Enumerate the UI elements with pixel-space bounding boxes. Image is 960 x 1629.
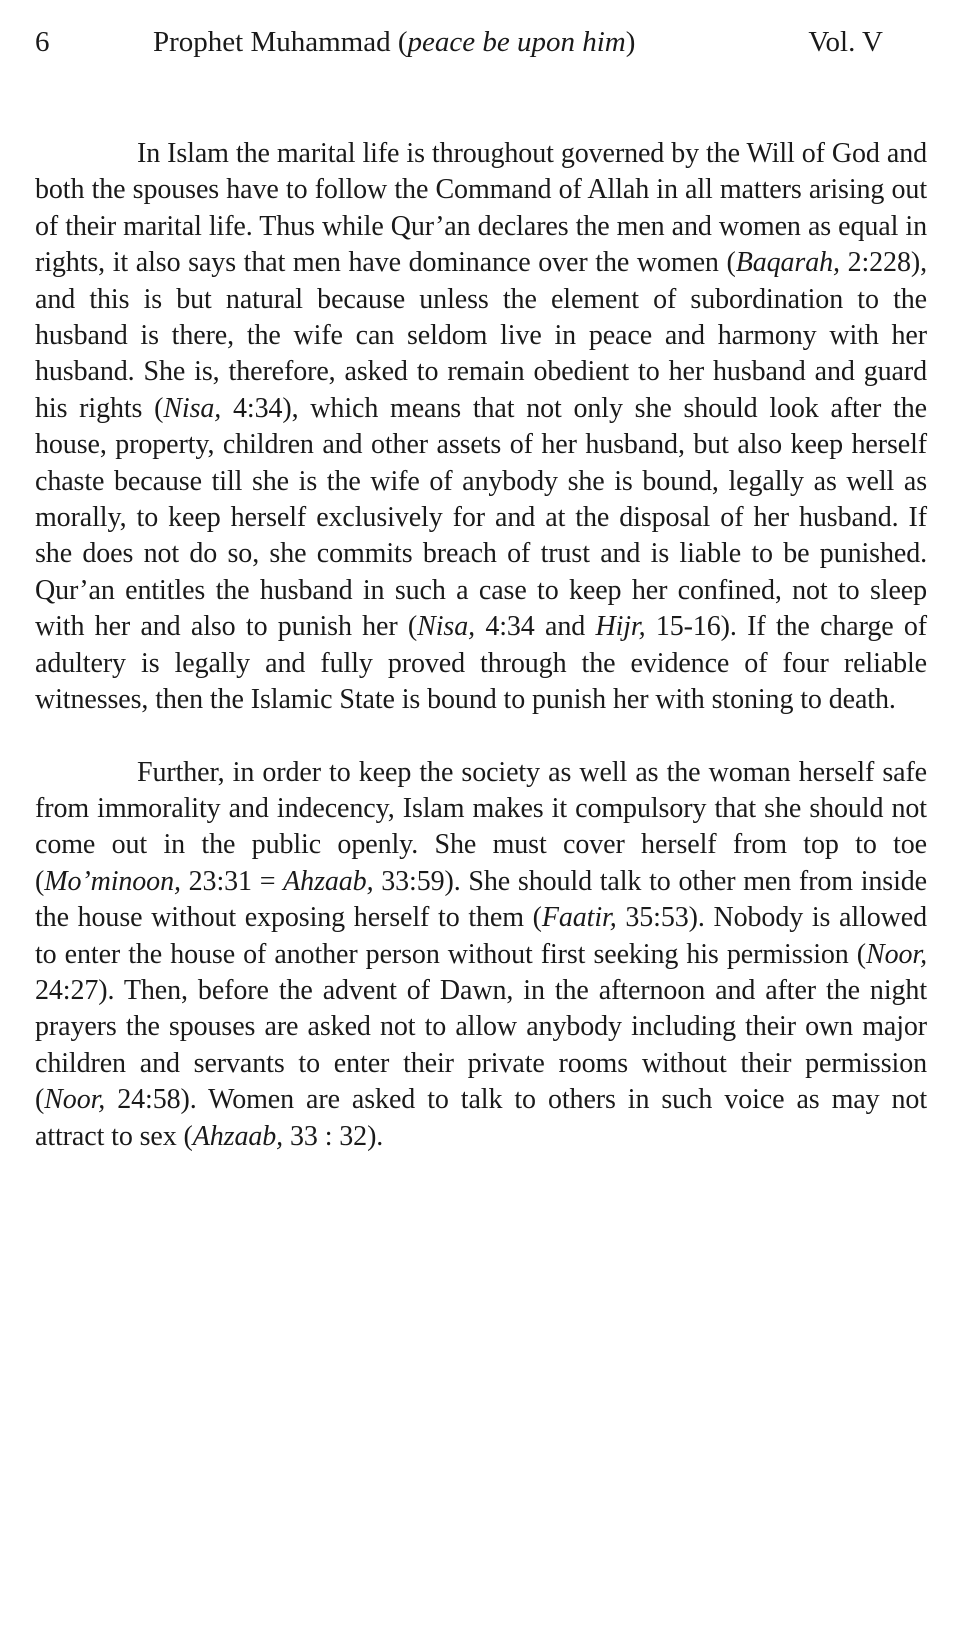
page-number: 6 <box>35 26 50 58</box>
citation-text: Ahzaab, <box>283 865 374 897</box>
paragraph-marital-life <box>35 136 927 719</box>
citation-text: Nisa, <box>163 392 222 424</box>
paragraph-text: 33 : 32). <box>283 1120 384 1152</box>
citation-text: Ahzaab, <box>192 1120 284 1152</box>
paragraph-text: 15-16). If the charge of adultery is legally and fully proved through the evidence of four reliable witnesses, then the Islamic State is bound to punish her with stoning to death. <box>35 611 927 716</box>
running-header <box>35 22 925 62</box>
citation-text: Mo’minoon, <box>44 865 181 897</box>
paragraph-text: 24:58). Women are asked to talk to others in such voice as may not attract to sex ( <box>35 1084 927 1152</box>
body-text <box>35 136 927 1155</box>
book-title-italic: peace be upon him <box>407 26 626 58</box>
paragraph-text: Further, in order to keep the society as well as the woman herself safe from immorality and indecency, Islam makes it compulsory that she should not come out in the public openly. She must cover herself from top to toe ( <box>35 756 927 897</box>
citation-text: Faatir, <box>541 902 617 934</box>
citation-text: Noor, <box>44 1084 106 1116</box>
citation-text: Baqarah, <box>735 247 840 279</box>
paragraph-text: 24:27). Then, before the advent of Dawn, in the afternoon and after the night prayers the spouses are asked not to allow anybody including their own major children and servants to enter their private rooms without their permission ( <box>35 974 927 1116</box>
citation-text: Hijr, <box>595 611 646 643</box>
citation-text: Nisa, <box>417 611 476 643</box>
book-title-prefix: Prophet Muhammad ( <box>153 26 408 58</box>
paragraph-text: 4:34 and <box>475 611 596 643</box>
paragraph-text: 23:31 = <box>180 865 284 897</box>
paragraph-text: 4:34), which means that not only she should look after the house, property, children and other assets of her husband, but also keep herself chaste because till she is the wife of anybody she is bound, legally as well as morally, to keep herself exclusively for and at the disposal of her husband. If she does not do so, she commits breach of trust and is liable to be punished. Qur’an entitles the husband in such a case to keep her confined, not to sleep with her and also to punish her ( <box>35 392 927 643</box>
paragraph-text: In Islam the marital life is throughout governed by the Will of God and both the spouses have to follow the Command of Allah in all matters arising out of their marital life. Thus while Qur’an declares the men and women as equal in rights, it also says that men have dominance over the women ( <box>35 138 927 279</box>
volume-label: Vol. V <box>808 26 883 58</box>
citation-text: Noor, <box>866 938 927 970</box>
book-title <box>153 22 635 62</box>
paragraph-text: 35:53). Nobody is allowed to enter the house of another person without first seeking his permission ( <box>35 902 927 970</box>
book-title-suffix: ) <box>625 26 636 58</box>
paragraph-public-conduct <box>35 755 927 1155</box>
paragraph-text: 33:59). She should talk to other men from inside the house without exposing herself to them ( <box>35 865 927 934</box>
paragraph-text: 2:228), and this is but natural because unless the element of subordination to the husband is there, the wife can seldom live in peace and harmony with her husband. She is, therefore, asked to remain obedient to her husband and guard his rights ( <box>35 247 927 424</box>
